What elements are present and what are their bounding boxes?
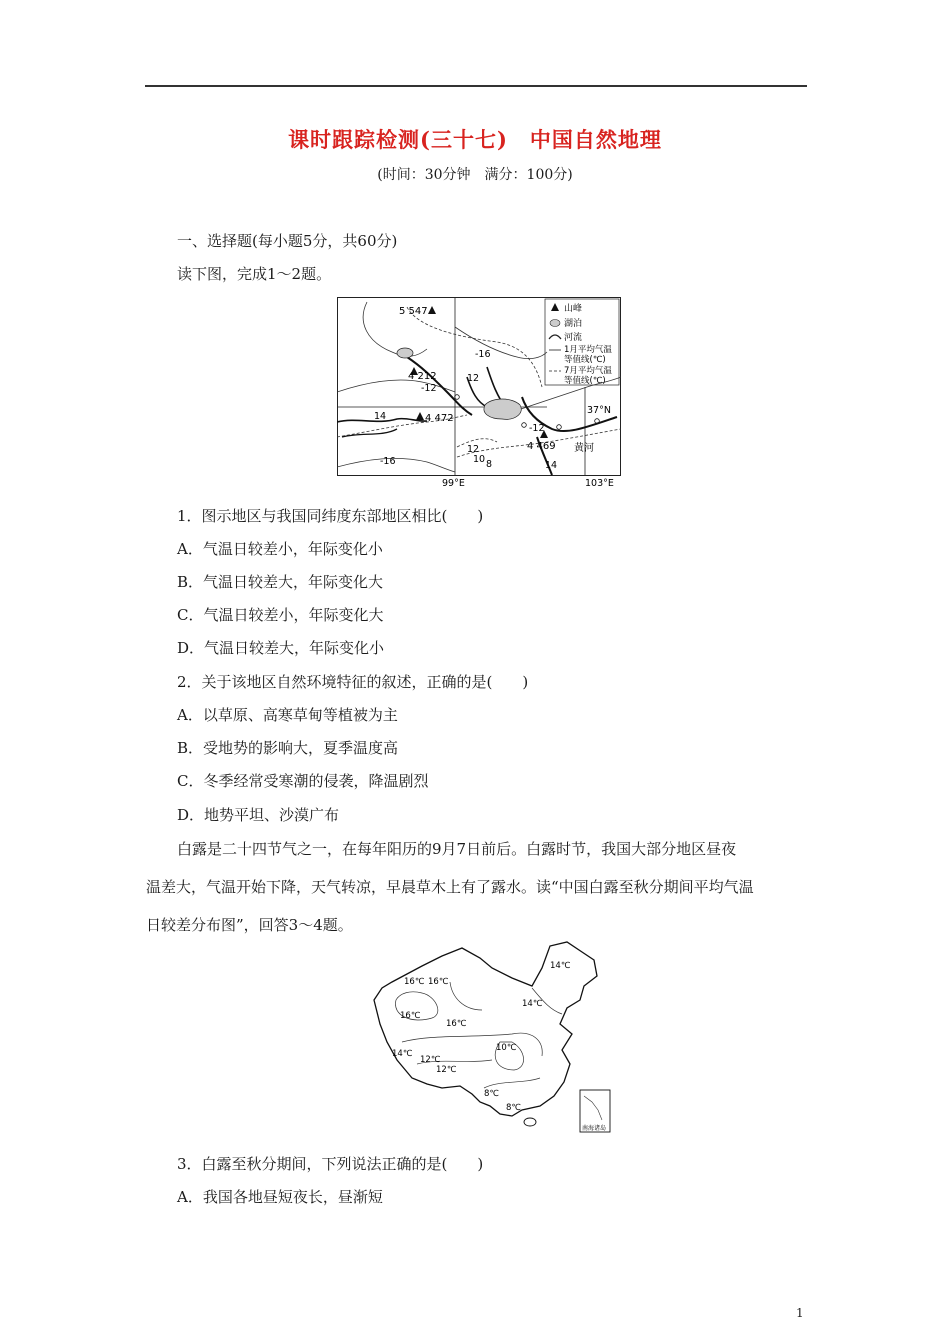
- china-temperature-range-map: [372, 938, 612, 1134]
- map2-label: 12℃: [420, 1055, 441, 1065]
- isotherm-label: -16: [380, 456, 396, 467]
- legend-lake: 湖泊: [564, 319, 583, 329]
- q1-option-d: D．气温日较差大，年际变化小: [177, 639, 385, 657]
- passage-line: 白露是二十四节气之一，在每年阳历的9月7日前后。白露时节，我国大部分地区昼夜: [177, 840, 737, 858]
- passage-line: 温差大，气温开始下降，天气转凉，早晨草木上有了露水。读“中国白露至秋分期间平均气温: [146, 878, 754, 896]
- q2-option-a: A．以草原、高寒草甸等植被为主: [177, 706, 398, 724]
- isotherm-label: 12: [467, 444, 480, 455]
- inset-label: 南海诸岛: [582, 1125, 607, 1132]
- header-rule: [145, 85, 807, 87]
- page-subtitle: (时间：30分钟 满分：100分): [377, 167, 573, 183]
- isotherm-label: -12: [529, 423, 545, 434]
- isotherm-label: -16: [475, 349, 491, 360]
- legend-jan2: 等值线(℃): [564, 355, 606, 365]
- q2-stem: 2．关于该地区自然环境特征的叙述，正确的是( ): [177, 673, 529, 691]
- question-intro: 读下图，完成1～2题。: [177, 265, 332, 283]
- isotherm-label: 12: [467, 373, 480, 384]
- q1-option-c: C．气温日较差小，年际变化大: [177, 606, 384, 624]
- legend-peak: 山峰: [564, 304, 583, 314]
- legend-jul2: 等值线(℃): [564, 376, 606, 386]
- isotherm-label: -12: [421, 383, 437, 394]
- map2-label: 12℃: [436, 1065, 457, 1075]
- q2-option-c: C．冬季经常受寒潮的侵袭，降温剧烈: [177, 772, 429, 790]
- page-title: 课时跟踪检测(三十七) 中国自然地理: [288, 127, 662, 152]
- passage-line: 日较差分布图”，回答3～4题。: [146, 916, 353, 934]
- legend-jul: 7月平均气温: [564, 366, 612, 376]
- q1-option-b: B．气温日较差大，年际变化大: [177, 573, 384, 591]
- q1-stem: 1．图示地区与我国同纬度东部地区相比( ): [177, 507, 484, 525]
- map2-label: 14℃: [392, 1049, 413, 1059]
- isotherm-label: 14: [374, 411, 387, 422]
- map2-label: 10℃: [496, 1043, 517, 1053]
- peak-label: 5 547: [399, 306, 428, 317]
- map2-label: 8℃: [506, 1103, 521, 1113]
- peak-label: 4 212: [408, 371, 437, 382]
- legend-river: 河流: [564, 333, 583, 343]
- map2-label: 14℃: [522, 999, 543, 1009]
- map2-label: 16℃: [446, 1019, 467, 1029]
- q2-option-b: B．受地势的影响大，夏季温度高: [177, 739, 399, 757]
- lon-label: 103°E: [585, 478, 614, 488]
- map2-label: 16℃: [428, 977, 449, 987]
- isotherm-label: 14: [545, 460, 558, 471]
- isotherm-label: 10: [473, 454, 486, 465]
- page-number: 1: [796, 1306, 804, 1320]
- section-heading: 一、选择题(每小题5分，共60分): [177, 232, 398, 250]
- lat-label: 37°N: [587, 405, 611, 416]
- peak-label: 4 469: [527, 441, 556, 452]
- peak-label: 4 472: [425, 413, 454, 424]
- q1-option-a: A．气温日较差小，年际变化小: [177, 540, 383, 558]
- q2-option-d: D．地势平坦、沙漠广布: [177, 806, 340, 824]
- legend-jan: 1月平均气温: [564, 345, 612, 355]
- map2-label: 14℃: [550, 961, 571, 971]
- q3-stem: 3．白露至秋分期间，下列说法正确的是( ): [177, 1155, 484, 1173]
- isotherm-map: [337, 297, 621, 488]
- q3-option-a: A．我国各地昼短夜长，昼渐短: [177, 1188, 383, 1206]
- map2-label: 16℃: [400, 1011, 421, 1021]
- map2-label: 16℃: [404, 977, 425, 987]
- river-label: 黄河: [574, 443, 594, 454]
- isotherm-label: 8: [486, 459, 493, 470]
- lon-label: 99°E: [442, 478, 465, 488]
- map2-label: 8℃: [484, 1089, 499, 1099]
